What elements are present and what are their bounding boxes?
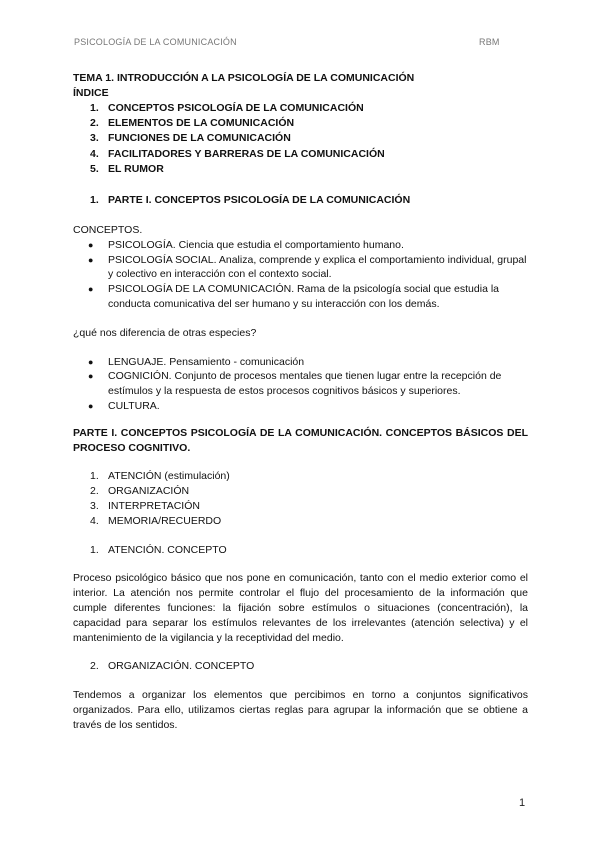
tema-title: TEMA 1. INTRODUCCIÓN A LA PSICOLOGÍA DE LA COMUNICACIÓN (73, 72, 415, 84)
proceso-item: 3. INTERPRETACIÓN (90, 499, 200, 512)
conceptos-list (73, 238, 528, 312)
procesos-list (73, 469, 528, 528)
question-text: ¿qué nos diferencia de otras especies? (73, 326, 257, 339)
indice-item: 3. FUNCIONES DE LA COMUNICACIÓN (90, 132, 291, 145)
organizacion-paragraph: Tendemos a organizar los elementos que percibimos en torno a conjuntos significativos organizados. Para ello, utilizamos ciertas reglas para agrupar la información que se obtiene a través de los sentidos. (73, 689, 528, 731)
conceptos-label: CONCEPTOS. (73, 224, 143, 237)
organizacion-heading: 2. ORGANIZACIÓN. CONCEPTO (90, 660, 255, 673)
indice-item: 2. ELEMENTOS DE LA COMUNICACIÓN (90, 117, 295, 129)
atencion-paragraph: Proceso psicológico básico que nos pone en comunicación, tanto con el medio exterior como el interior. La atención nos permite controlar el flujo del procesamiento de la información que cumple diferentes funciones: la fijación sobre estímulos o situaciones (concentración), la capacidad para separar los estímulos relevantes de los irrelevantes (atención selectiva) y el mantenimiento de la vigilancia y la receptividad del medio. (73, 572, 528, 644)
atencion-heading: 1. ATENCIÓN. CONCEPTO (90, 543, 227, 556)
indice-item: 5. EL RUMOR (90, 163, 164, 176)
indice-label: ÍNDICE (73, 86, 109, 99)
concepto-item: ● PSICOLOGÍA. Ciencia que estudia el comportamiento humano. (88, 238, 404, 251)
diferencias-list (73, 355, 528, 414)
proceso-item: 1. ATENCIÓN (estimulación) (90, 470, 230, 483)
proceso-item: 4. MEMORIA/RECUERDO (90, 514, 222, 527)
running-header-initials: RBM (479, 37, 500, 47)
indice-item: 1. CONCEPTOS PSICOLOGÍA DE LA COMUNICACIÓN (90, 101, 364, 114)
indice-item: 4. FACILITADORES Y BARRERAS DE LA COMUNICACIÓN (90, 147, 385, 160)
diferencia-item: ● CULTURA. (88, 400, 160, 412)
indice-list (73, 101, 528, 178)
parte1-heading: 1. PARTE I. CONCEPTOS PSICOLOGÍA DE LA COMUNICACIÓN (90, 193, 411, 206)
document-body (73, 71, 528, 733)
proceso-item: 2. ORGANIZACIÓN (90, 485, 190, 498)
section2-heading: PARTE I. CONCEPTOS PSICOLOGÍA DE LA COMUNICACIÓN. CONCEPTOS BÁSICOS DEL PROCESO COGNITIVO. (73, 426, 528, 454)
concepto-item: ● PSICOLOGÍA DE LA COMUNICACIÓN. Rama de la psicología social que estudia la conducta comunicativa del ser humano y su interacción con los demás. (88, 283, 499, 311)
diferencia-item: ● COGNICIÓN. Conjunto de procesos mentales que tienen lugar entre la recepción de estímulos y la respuesta de estos procesos cognitivos básicos y superiores. (88, 370, 502, 398)
concepto-item: ● PSICOLOGÍA SOCIAL. Analiza, comprende y explica el comportamiento individual, grupal y colectivo en interacción con el contexto social. (88, 253, 527, 281)
diferencia-item: ● LENGUAJE. Pensamiento - comunicación (88, 355, 305, 368)
running-header-title: PSICOLOGÍA DE LA COMUNICACIÓN (74, 37, 237, 47)
page-number: 1 (519, 797, 526, 809)
